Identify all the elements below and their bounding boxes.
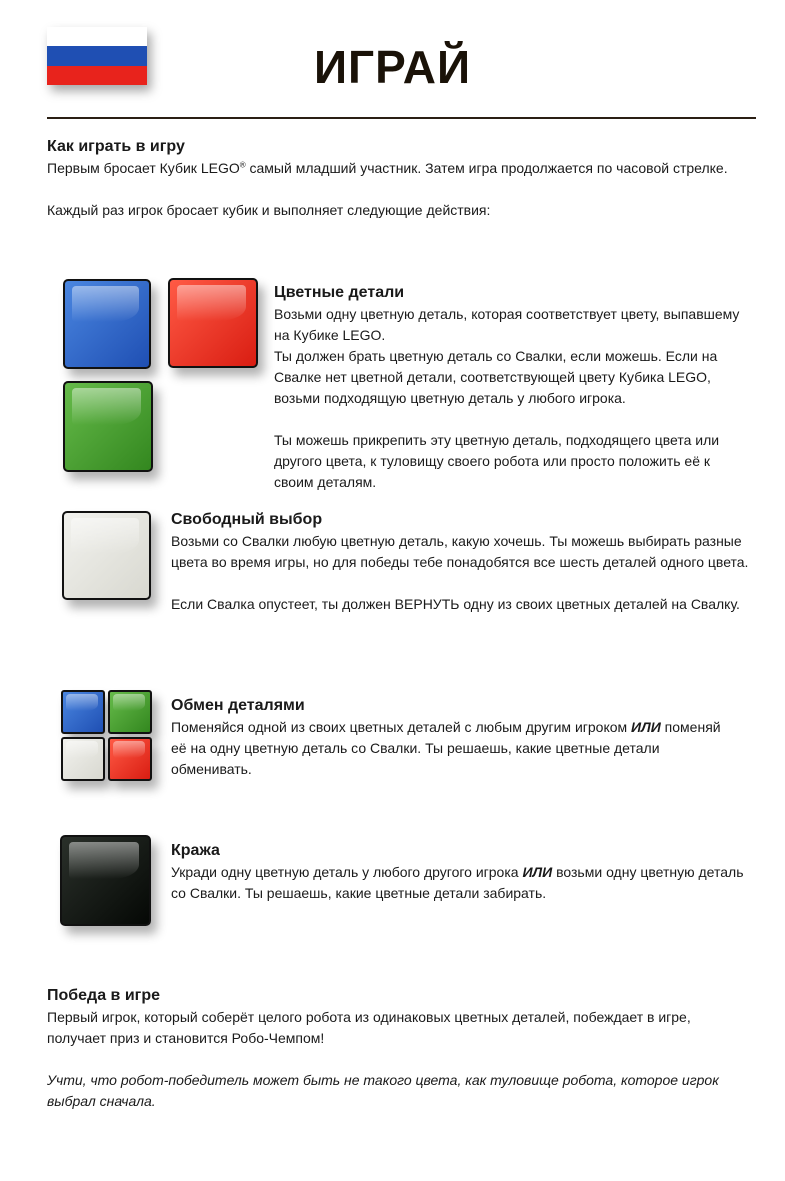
exchange-text-a: Поменяйся одной из своих цветных деталей с любым другим игроком [171,719,632,735]
color-parts-text-3: Ты можешь прикрепить эту цветную деталь, подходящего цвета или другого цвета, к туловищу своего робота или просто положить её к своим деталям. [274,432,720,490]
registered-mark: ® [239,160,246,170]
steal-text-b: возьми одну цветную деталь со Свалки. Ты решаешь, какие цветные детали забирать. [171,864,744,901]
blue-brick-icon [63,279,151,369]
black-brick-icon [60,835,151,926]
intro-actions-text: Каждый раз игрок бросает кубик и выполняет следующие действия: [47,202,491,218]
steal-text-a: Укради одну цветную деталь у любого другого игрока [171,864,523,880]
win-heading: Победа в игре [47,987,161,1004]
red-brick-icon [168,278,258,368]
intro-text-b: самый младший участник. Затем игра продолжается по часовой стрелке. [245,160,728,176]
small-blue-brick-icon [61,690,105,734]
intro-heading: Как играть в игру [47,138,185,155]
small-red-brick-icon [108,737,152,781]
free-choice-heading: Свободный выбор [171,511,323,528]
win-section [47,985,747,1112]
free-choice-text-2: Если Свалка опустеет, ты должен ВЕРНУТЬ одну из своих цветных деталей на Свалку. [171,596,740,612]
steal-text [171,862,746,904]
intro-text-a: Первым бросает Кубик LEGO [47,160,240,176]
intro-paragraph [47,158,747,179]
exchange-or-label: ИЛИ [631,719,661,735]
steal-heading: Кража [171,842,220,859]
free-choice-text-1: Возьми со Свалки любую цветную деталь, какую хочешь. Ты можешь выбирать разные цвета во время игры, но для победы тебе понадобятся все шесть деталей одного цвета. [171,533,749,570]
free-choice-section [171,509,751,615]
white-brick-icon [62,511,151,600]
small-green-brick-icon [108,690,152,734]
win-text: Первый игрок, который соберёт целого робота из одинаковых цветных деталей, побеждает в игре, получает приз и становится Робо-Чемпом! [47,1009,691,1046]
exchange-text-b: поменяй её на одну цветную деталь со Свалки. Ты решаешь, какие цветные детали обменивать. [171,719,721,777]
color-parts-section [274,282,744,493]
small-white-brick-icon [61,737,105,781]
color-parts-text-2: Ты должен брать цветную деталь со Свалки, если можешь. Если на Свалке нет цветной детали, соответствующей цвету Кубика LEGO, возьми подходящую цветную деталь у любого игрока. [274,348,718,406]
exchange-text [171,717,731,780]
green-brick-icon [63,381,153,472]
intro-section [47,136,747,221]
color-parts-text-1: Возьми одну цветную деталь, которая соответствует цвету, выпавшему на Кубике LEGO. [274,306,740,343]
steal-section [171,840,746,904]
page-title: ИГРАЙ [313,41,472,93]
color-parts-heading: Цветные детали [274,284,405,301]
exchange-section [171,695,731,780]
header-divider [47,117,756,119]
steal-or-label: ИЛИ [522,864,553,880]
win-note: Учти, что робот-победитель может быть не такого цвета, как туловище робота, которое игрок выбрал сначала. [47,1072,719,1109]
exchange-heading: Обмен деталями [171,697,305,714]
